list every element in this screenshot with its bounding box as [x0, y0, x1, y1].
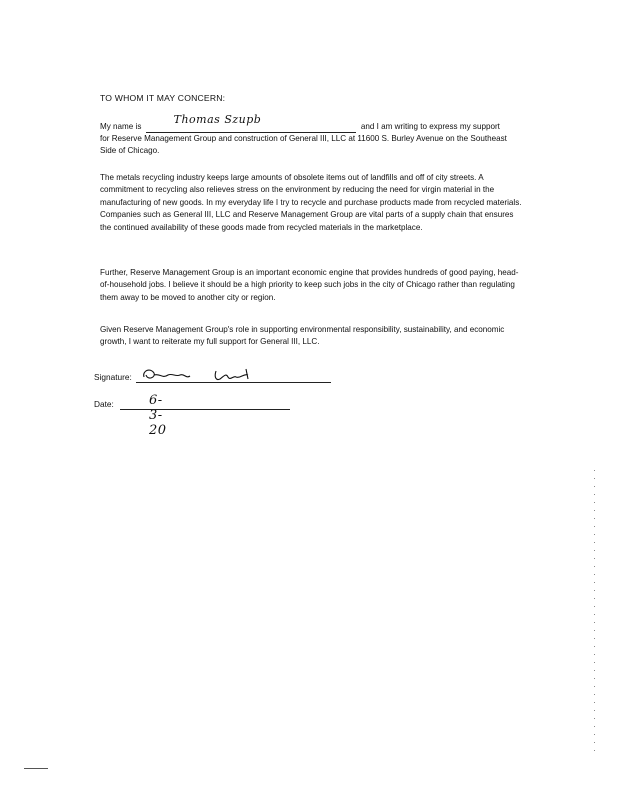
salutation: TO WHOM IT MAY CONCERN: [100, 93, 226, 103]
name-fill-line [146, 113, 356, 133]
signature-line [136, 382, 331, 383]
support-paragraph: Given Reserve Management Group's role in supporting environmental responsibility, sustainability, and economic growth, I want to reiterate my full support for General III, LLC. [100, 325, 505, 347]
signature-row [94, 372, 132, 382]
intro-lead: My name is [100, 121, 142, 131]
handwritten-signature [140, 363, 270, 387]
handwritten-name: Thomas Szupb [173, 113, 262, 126]
intro-rest-1: and I am writing to express my support [360, 121, 500, 131]
scan-edge-marks [592, 470, 596, 770]
intro-paragraph [100, 113, 525, 158]
date-row [94, 393, 167, 438]
scan-artifact-mark [24, 768, 48, 769]
handwritten-date: 6-3-20 [149, 393, 167, 438]
date-label: Date: [94, 399, 114, 409]
intro-rest-2: for Reserve Management Group and construction of General III, LLC at 11600 S. Burley Avenue on the Southeast Side of Chicago. [100, 134, 507, 156]
recycling-paragraph: The metals recycling industry keeps large amounts of obsolete items out of landfills and off of city streets. A commitment to recycling also relieves stress on the environment by reducing the need for virgin material in the manufacturing of new goods. In my everyday life I try to recycle and purchase products made from recycled materials. Companies such as General III, LLC and Reserve Management Group are vital parts of a supply chain that ensures the continued availability of these goods made from recycled materials in the marketplace. [100, 173, 522, 232]
intro-line [100, 113, 500, 131]
economic-paragraph: Further, Reserve Management Group is an important economic engine that provides hundreds of good paying, head-of-household jobs. I believe it should be a high priority to keep such jobs in the city of Chicago rather than regulating them away to be moved to another city or region. [100, 268, 519, 302]
signature-label: Signature: [94, 372, 132, 382]
date-line [120, 409, 290, 410]
